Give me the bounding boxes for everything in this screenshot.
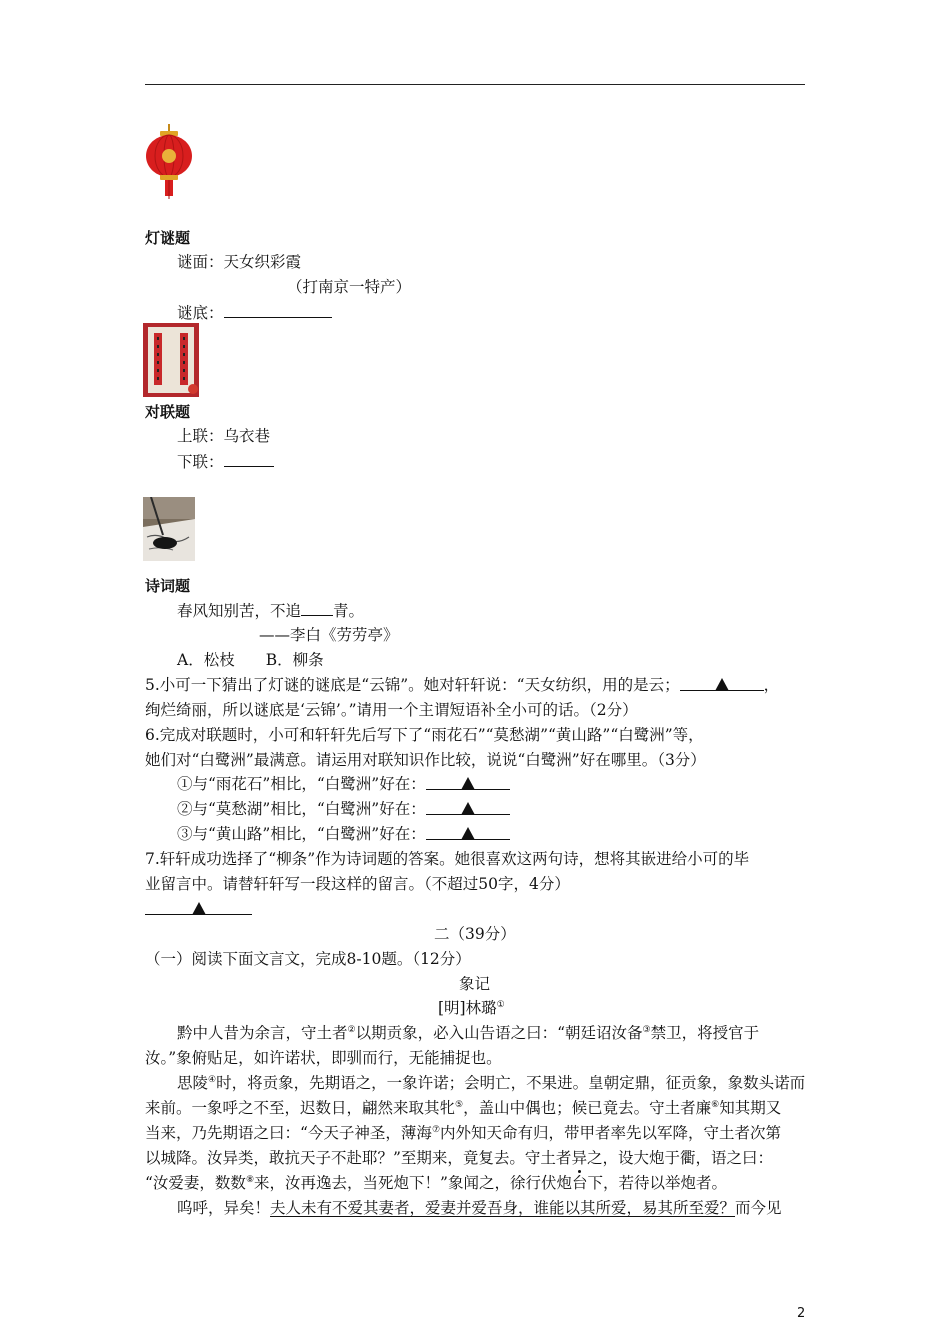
text: 思陵 — [177, 1074, 209, 1092]
couplet-lower-blank[interactable] — [224, 451, 274, 467]
q6-item-2 — [177, 799, 510, 819]
q7-line1: 7.轩轩成功选择了“柳条”作为诗词题的答案。她很喜欢这两句诗，想将其嵌进给小可的毕 — [145, 850, 750, 868]
riddle-answer — [177, 302, 332, 323]
passage-title: 象记 — [459, 975, 491, 993]
answer-triangle-icon — [715, 678, 729, 691]
poem-line-b: 青。 — [333, 602, 365, 620]
header-rule — [145, 84, 805, 85]
passage-p1-line2: 汝。”象俯贴足，如许诺状，即驯而行，无能捕捉也。 — [145, 1049, 502, 1067]
passage-p2-line4 — [145, 1148, 773, 1168]
section2-heading: 二（39分） — [434, 925, 516, 943]
q6-item-3-blank[interactable] — [426, 824, 510, 840]
footnote-marker: ② — [347, 1024, 356, 1035]
text: 黔中人昔为余言，守土者 — [177, 1024, 348, 1042]
q6-item-3-text: ③与“黄山路”相比，“白鹭洲”好在： — [177, 825, 426, 843]
passage-p2-line5 — [145, 1173, 727, 1193]
answer-triangle-icon — [461, 827, 475, 840]
answer-triangle-icon — [192, 902, 206, 915]
text: 以期贡象，必入山告语之曰：“朝廷诏汝备 — [355, 1024, 643, 1042]
footnote-marker: ① — [496, 999, 505, 1010]
q7-line2: 业留言中。请替轩轩写一段这样的留言。（不超过50字，4分） — [145, 875, 570, 893]
red-lantern-icon — [143, 124, 195, 200]
q5-line1-text: 5.小可一下猜出了灯谜的谜底是“云锦”。她对轩轩说：“天女纺织，用的是云； — [145, 676, 680, 694]
footnote-marker: ⑦ — [431, 1124, 441, 1135]
poem-line — [177, 600, 364, 621]
q6-item-1-blank[interactable] — [426, 774, 510, 790]
footnote-marker: ④ — [208, 1074, 217, 1085]
q6-item-1-text: ①与“雨花石”相比，“白鹭洲”好在： — [177, 775, 426, 793]
q6-item-2-blank[interactable] — [426, 799, 510, 815]
passage-p1-line1 — [177, 1023, 759, 1043]
poem-line-a: 春风知别苦，不追 — [177, 602, 302, 620]
poem-options: A．松枝 B．柳条 — [177, 651, 324, 669]
text: 当来，乃先期语之曰：“今天子神圣，薄海 — [145, 1124, 432, 1142]
q5-line2: 绚烂绮丽，所以谜底是‘云锦’。”请用一个主谓短语补全小可的话。（2分） — [145, 701, 638, 719]
footnote-marker: ⑤ — [455, 1099, 464, 1110]
q5-line1 — [145, 675, 779, 695]
riddle-answer-label: 谜底： — [177, 304, 224, 322]
text: 来，汝再逸去，当死炮下！”象闻之，徐行伏炮台下，若待以举炮者。 — [254, 1174, 727, 1192]
footnote-marker: ③ — [642, 1024, 651, 1035]
passage-author — [438, 998, 505, 1018]
passage-p2-line2 — [145, 1098, 781, 1118]
poem-author: ——李白《劳劳亭》 — [259, 626, 399, 644]
passage-p2-line3 — [145, 1123, 781, 1143]
text: 呜呼，异矣！ — [177, 1199, 271, 1217]
passage-p3-line1 — [177, 1198, 782, 1218]
text: ，盖山中偶也；候已竟去。守土者廉 — [463, 1099, 712, 1117]
riddle-answer-blank[interactable] — [224, 302, 332, 318]
couplet-lower-label: 下联： — [177, 453, 224, 471]
q5-line1-end: ， — [763, 676, 780, 694]
text: 来前。一象呼之不至，迟数日，翩然来取其牝 — [145, 1099, 456, 1117]
text: 知其期又 — [719, 1099, 782, 1117]
text: 内外知天命有归，带甲者率先以军降，守土者次第 — [440, 1124, 782, 1142]
passage-author-name: [明]林璐 — [438, 999, 497, 1017]
q6-line2: 她们对“白鹭洲”最满意。请运用对联知识作比较，说说“白鹭洲”好在哪里。（3分） — [145, 751, 706, 769]
answer-triangle-icon — [461, 777, 475, 790]
q7-answer-blank[interactable] — [145, 899, 252, 915]
riddle-hint: （打南京一特产） — [287, 278, 412, 296]
q6-line1: 6.完成对联题时，小可和轩轩先后写下了“雨花石”“莫愁湖”“黄山路”“白鹭洲”等， — [145, 726, 704, 744]
q6-item-3 — [177, 824, 510, 844]
underlined-sentence: 夫人未有不爱其妻者，爱妻并爱吾身，谁能以其所爱，易其所至爱？ — [270, 1199, 736, 1217]
couplet-upper: 上联：乌衣巷 — [177, 427, 271, 445]
text: 时，将贡象，先期语之，一象许诺；会明亡，不果进。皇朝定鼎，征贡象，象数头诺而 — [216, 1074, 806, 1092]
riddle-title: 灯谜题 — [145, 229, 191, 247]
q6-item-1 — [177, 774, 510, 794]
poem-blank[interactable] — [301, 600, 333, 616]
text: 而今见 — [735, 1199, 782, 1217]
text: 之，设大炮于衢，语之曰： — [586, 1149, 773, 1167]
text: 以城降。汝异类，敢抗天子不赴耶？”至期来，竟复去。守土者 — [145, 1149, 572, 1167]
footnote-marker: ⑥ — [711, 1099, 720, 1110]
couplet-title: 对联题 — [145, 403, 191, 421]
emphasis-dot-word: 异 — [571, 1149, 587, 1167]
footnote-marker: ⑧ — [245, 1174, 255, 1185]
text: 禁卫，将授官于 — [650, 1024, 760, 1042]
couplet-scroll-image — [143, 323, 199, 397]
poem-title: 诗词题 — [145, 577, 191, 595]
text: “汝爱妻，数数 — [145, 1174, 246, 1192]
answer-triangle-icon — [461, 802, 475, 815]
couplet-lower — [177, 451, 274, 472]
q7-answer — [145, 899, 252, 919]
section2-intro: （一）阅读下面文言文，完成8-10题。（12分） — [145, 950, 471, 968]
riddle-face: 谜面：天女织彩霞 — [177, 253, 302, 271]
q6-item-2-text: ②与“莫愁湖”相比，“白鹭洲”好在： — [177, 800, 426, 818]
page-number: 2 — [797, 1306, 806, 1321]
ink-brush-image — [143, 497, 195, 561]
passage-p2-line1 — [177, 1073, 805, 1093]
q5-answer-blank[interactable] — [680, 675, 764, 691]
